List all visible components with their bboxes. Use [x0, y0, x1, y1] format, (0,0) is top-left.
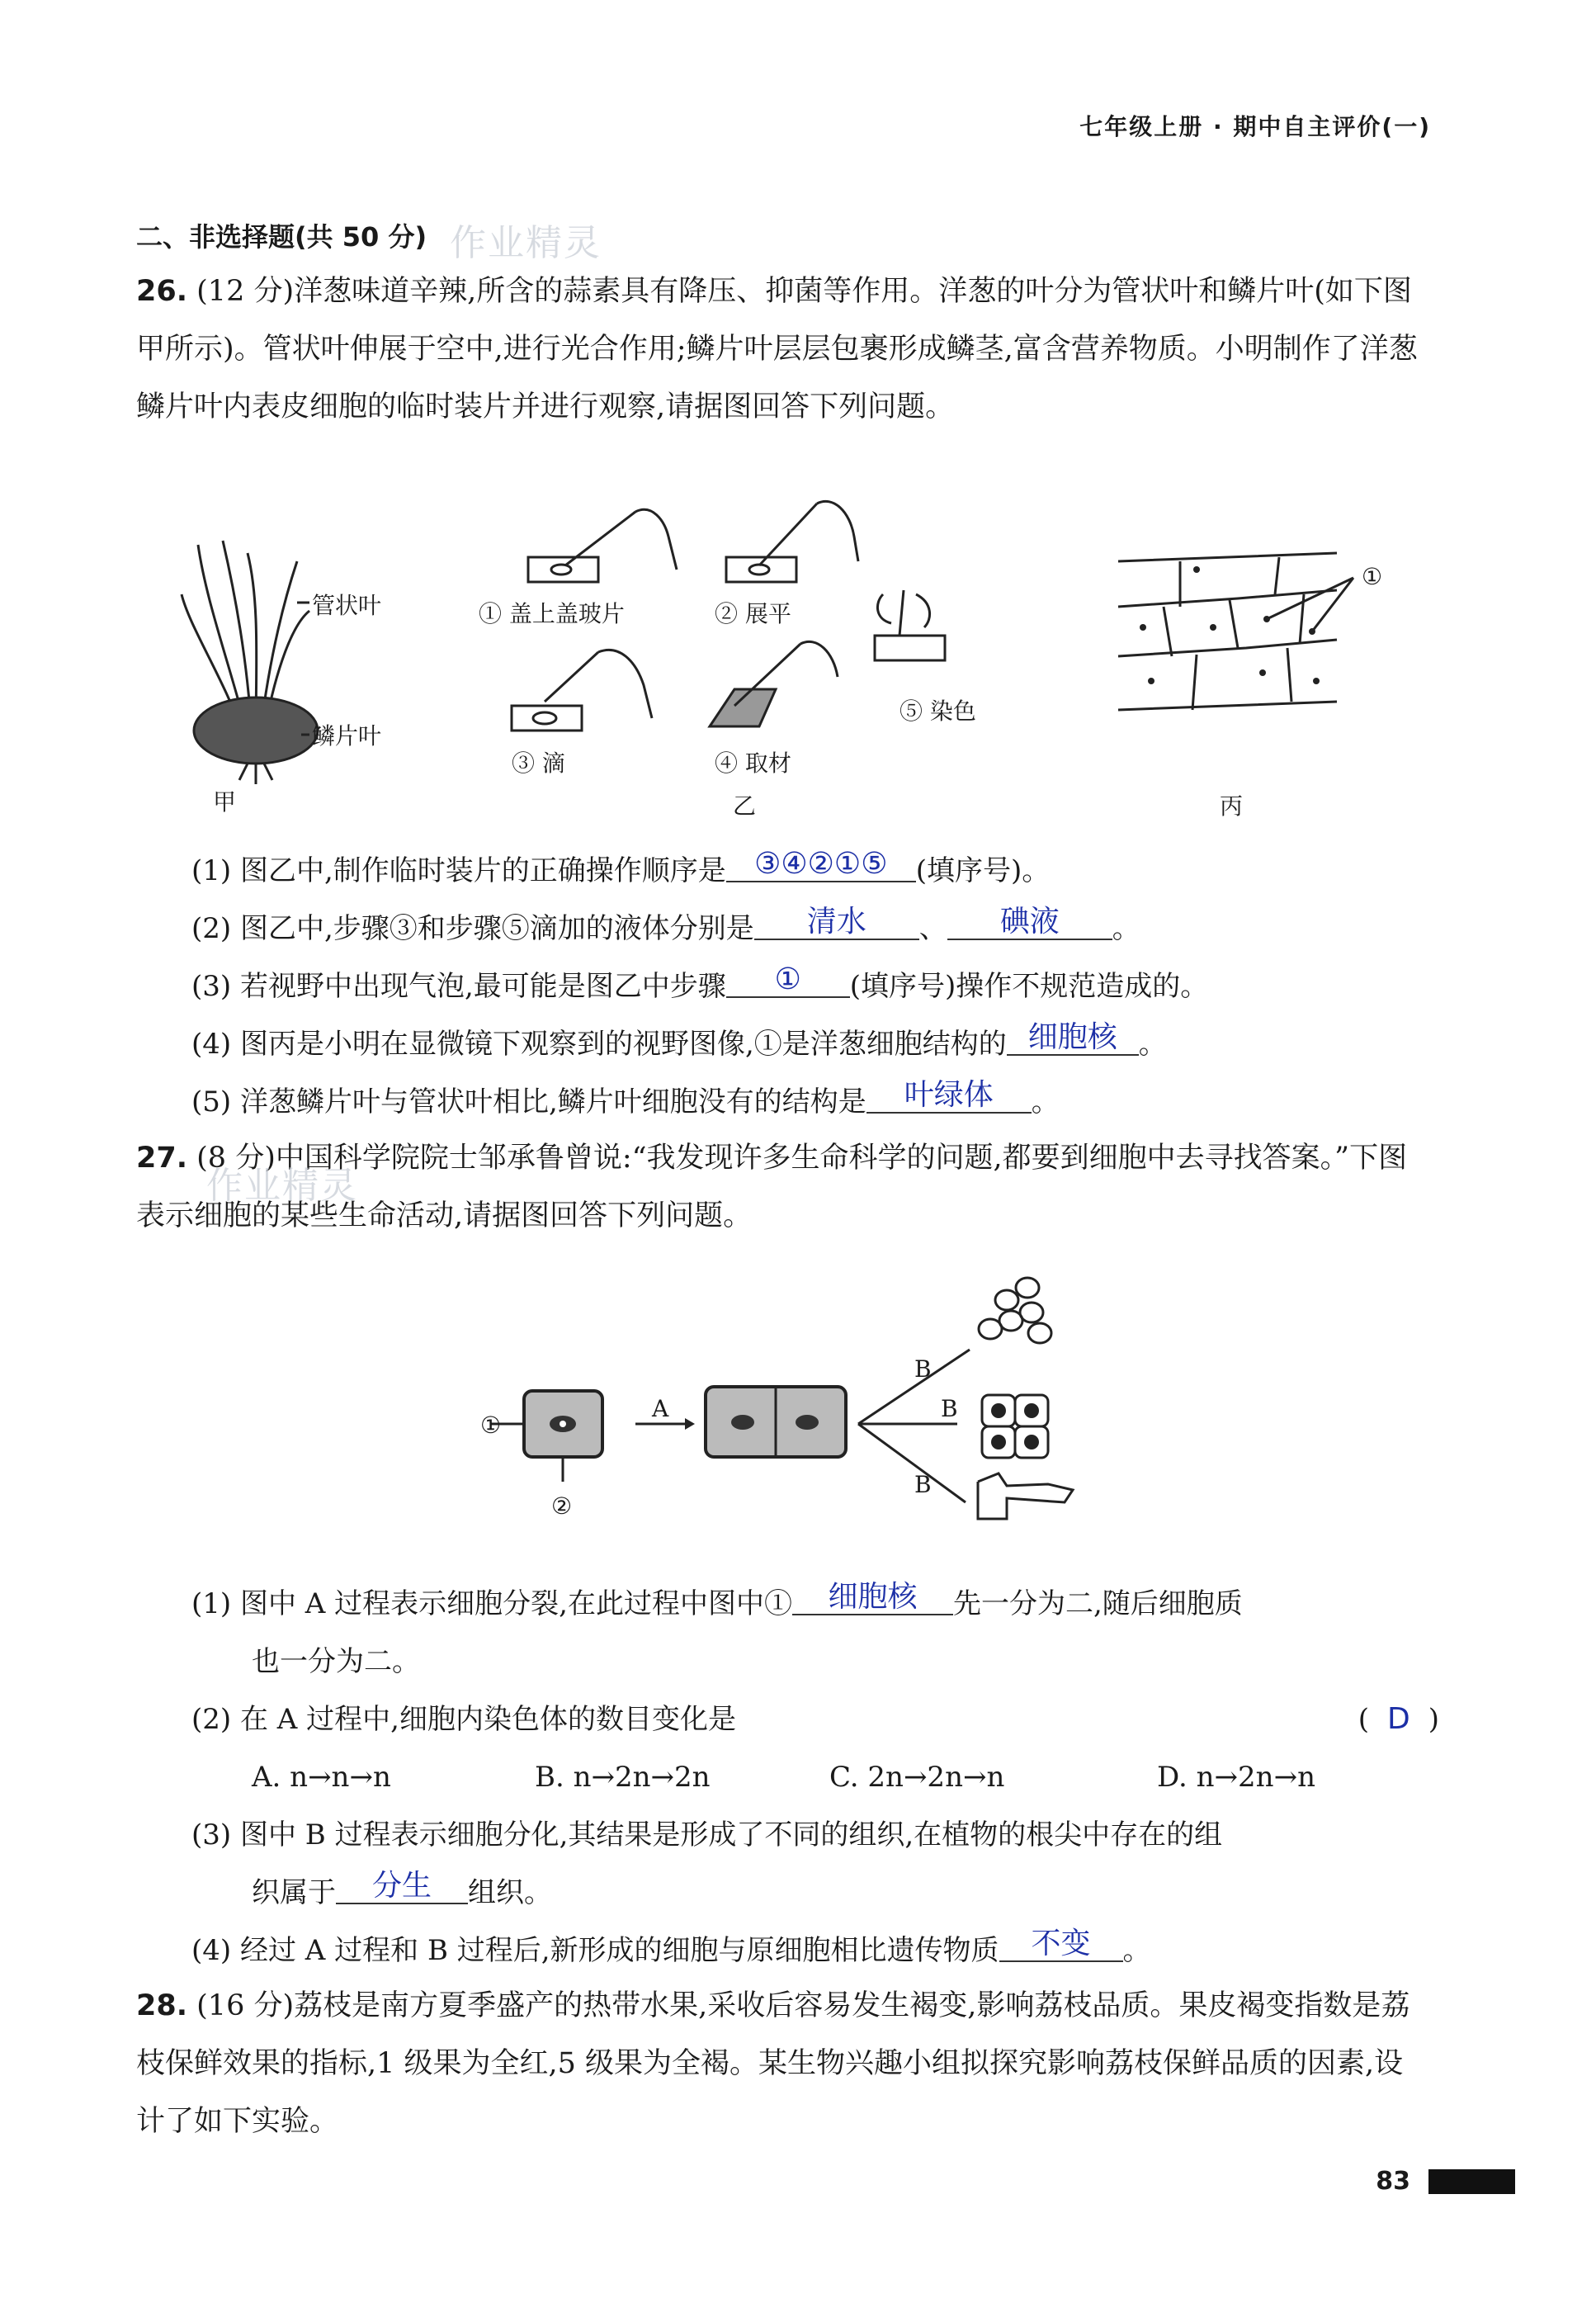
step3-drawing [512, 650, 652, 731]
answer-blank[interactable]: 碘液 [947, 906, 1112, 940]
answer-blank[interactable]: ① [726, 963, 850, 998]
answer-blank[interactable]: 不变 [999, 1927, 1123, 1962]
answer-blank[interactable]: 细胞核 [1007, 1021, 1139, 1056]
marker-2: ② [551, 1492, 573, 1520]
label-b-middle: B [941, 1395, 958, 1422]
answer-blank[interactable]: 分生 [336, 1870, 468, 1904]
label-tubular-leaf: 管状叶 [312, 592, 382, 619]
question-number: 26. [136, 275, 188, 308]
question-number: 28. [136, 1989, 188, 2022]
q26-sub5: (5) 洋葱鳞片叶与管状叶相比,鳞片叶细胞没有的结构是 叶绿体 。 [191, 1078, 1060, 1118]
q26-sub1: (1) 图乙中,制作临时装片的正确操作顺序是 ③④②①⑤ (填序号)。 [191, 847, 1051, 887]
step5-drawing [875, 590, 945, 660]
caption-jia: 甲 [213, 788, 237, 816]
answer-blank[interactable]: ③④②①⑤ [726, 848, 916, 882]
caption-bing: 丙 [1220, 792, 1244, 820]
answer-blank[interactable]: 细胞核 [792, 1581, 953, 1615]
step5-label: ⑤ 染色 [900, 698, 976, 725]
onion-bulb [194, 698, 318, 764]
watermark: 作业精灵 [450, 222, 602, 264]
divided-cells [706, 1387, 846, 1457]
option-d[interactable]: D. n→2n→n [1157, 1761, 1315, 1794]
q27-sub2-answer-bracket: ( D ) [1358, 1702, 1439, 1736]
q27-sub3: (3) 图中 B 过程表示细胞分化,其结果是形成了不同的组织,在植物的根尖中存在的组 [191, 1818, 1223, 1851]
caption-yi: 乙 [733, 792, 757, 820]
answer-blank[interactable]: 清水 [754, 906, 919, 940]
onion-figure [173, 528, 413, 817]
q27-sub3-line2: 织属于 分生 组织。 [252, 1869, 552, 1909]
question-28 [136, 1977, 1432, 2150]
step2-drawing [726, 501, 858, 582]
question-text: (8 分)中国科学院院士邹承鲁曾说:“我发现许多生命科学的问题,都要到细胞中去寻找答案。”下图表示细胞的某些生命活动,请据图回答下列问题。 [136, 1142, 1408, 1232]
marker-1: ① [480, 1412, 502, 1439]
page-marker [1428, 2169, 1515, 2194]
page-header: 七年级上册 · 期中自主评价(一) [1079, 113, 1431, 140]
label-a: A [652, 1395, 669, 1422]
step3-label: ③ 滴 [512, 750, 565, 777]
question-text: (16 分)荔枝是南方夏季盛产的热带水果,采收后容易发生褐变,影响荔枝品质。果皮褐变指数是荔枝保鲜效果的指标,1 级果为全红,5 级果为全褐。某生物兴趣小组拟探究影响荔枝保鲜品质的因素,设计了如下实验。 [136, 1989, 1410, 2138]
label-scale-leaf: 鳞片叶 [312, 722, 382, 750]
section-title: 二、非选择题(共 50 分) [136, 221, 427, 253]
q27-sub2: (2) 在 A 过程中,细胞内染色体的数目变化是 [191, 1703, 736, 1736]
differentiated-cells-top [979, 1278, 1051, 1343]
label-b-bottom: B [914, 1471, 932, 1498]
nucleus-marker: ① [1362, 563, 1383, 590]
choice-answer[interactable]: D [1387, 1702, 1410, 1736]
differentiated-cells-middle [982, 1395, 1048, 1458]
q26-sub4: (4) 图丙是小明在显微镜下观察到的视野图像,①是洋葱细胞结构的 细胞核 。 [191, 1020, 1167, 1061]
option-b[interactable]: B. n→2n→2n [535, 1761, 711, 1794]
option-c[interactable]: C. 2n→2n→n [829, 1761, 1005, 1794]
step4-drawing [710, 641, 838, 726]
microscope-view-figure [1114, 549, 1403, 726]
q27-sub1: (1) 图中 A 过程表示细胞分裂,在此过程中图中① 细胞核 先一分为二,随后细胞质 [191, 1580, 1243, 1620]
step4-label: ④ 取材 [715, 750, 791, 777]
question-number: 27. [136, 1142, 188, 1175]
answer-blank[interactable]: 叶绿体 [866, 1079, 1032, 1114]
option-a[interactable]: A. n→n→n [252, 1761, 391, 1794]
question-text: (12 分)洋葱味道辛辣,所含的蒜素具有降压、抑菌等作用。洋葱的叶分为管状叶和鳞片叶(如下图甲所示)。管状叶伸展于空中,进行光合作用;鳞片叶层层包裹形成鳞茎,富含营养物质。小明制作了洋葱鳞片叶内表皮细胞的临时装片并进行观察,请据图回答下列问题。 [136, 275, 1418, 423]
original-cell [524, 1391, 602, 1457]
step1-label: ① 盖上盖玻片 [479, 600, 625, 627]
q27-sub4: (4) 经过 A 过程和 B 过程后,新形成的细胞与原细胞相比遗传物质 不变 。 [191, 1927, 1151, 1967]
label-b-top: B [914, 1355, 932, 1383]
step2-label: ② 展平 [715, 600, 791, 627]
watermark: 作业精灵 [206, 1165, 358, 1207]
question-26 [136, 262, 1432, 436]
q26-sub3: (3) 若视野中出现气泡,最可能是图乙中步骤 ① (填序号)操作不规范造成的。 [191, 962, 1209, 1003]
q26-sub2: (2) 图乙中,步骤③和步骤⑤滴加的液体分别是 清水 、 碘液 。 [191, 905, 1140, 945]
page-number: 83 [1376, 2167, 1410, 2196]
step1-drawing [528, 509, 677, 582]
differentiated-cells-bottom [978, 1473, 1073, 1519]
q27-sub1-line2: 也一分为二。 [252, 1645, 420, 1678]
